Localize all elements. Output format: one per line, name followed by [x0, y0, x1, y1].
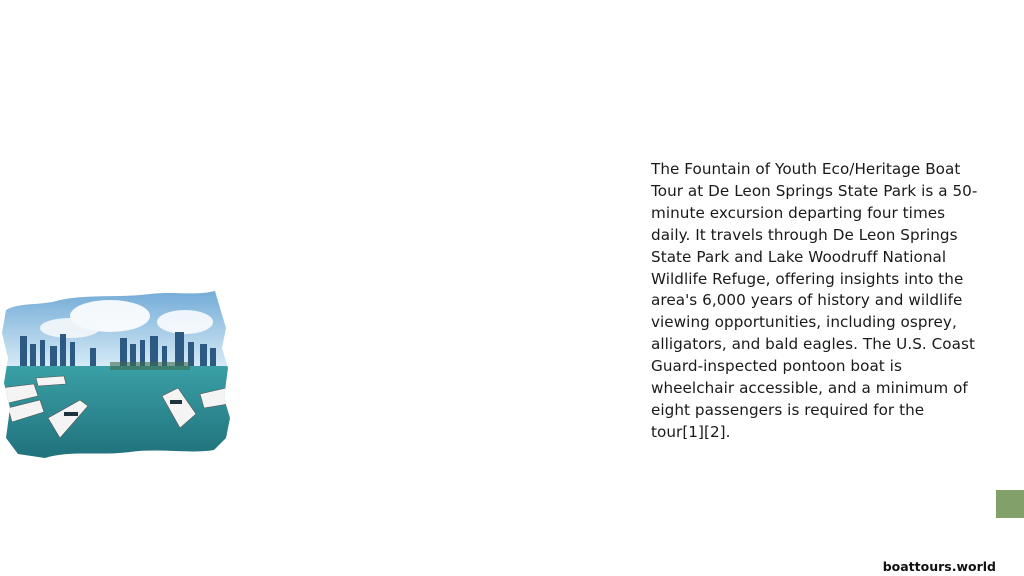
tour-description: The Fountain of Youth Eco/Heritage Boat Tour at De Leon Springs State Park is a 50-minute excursion departing four times daily. It travels through De Leon Springs State Park and Lake Woodruff National Wildlife Refuge, offering insights into the area's 6,000 years of history and wildlife viewing opportunities, including osprey, alligators, and bald eagles. The U.S. Coast Guard-inspected pontoon boat is wheelchair accessible, and a minimum of eight passengers is required for the tour[1][2]. — [651, 160, 978, 441]
marina-photo — [0, 288, 232, 463]
brand-label[interactable]: boattours.world — [882, 559, 996, 574]
accent-square — [996, 490, 1024, 518]
